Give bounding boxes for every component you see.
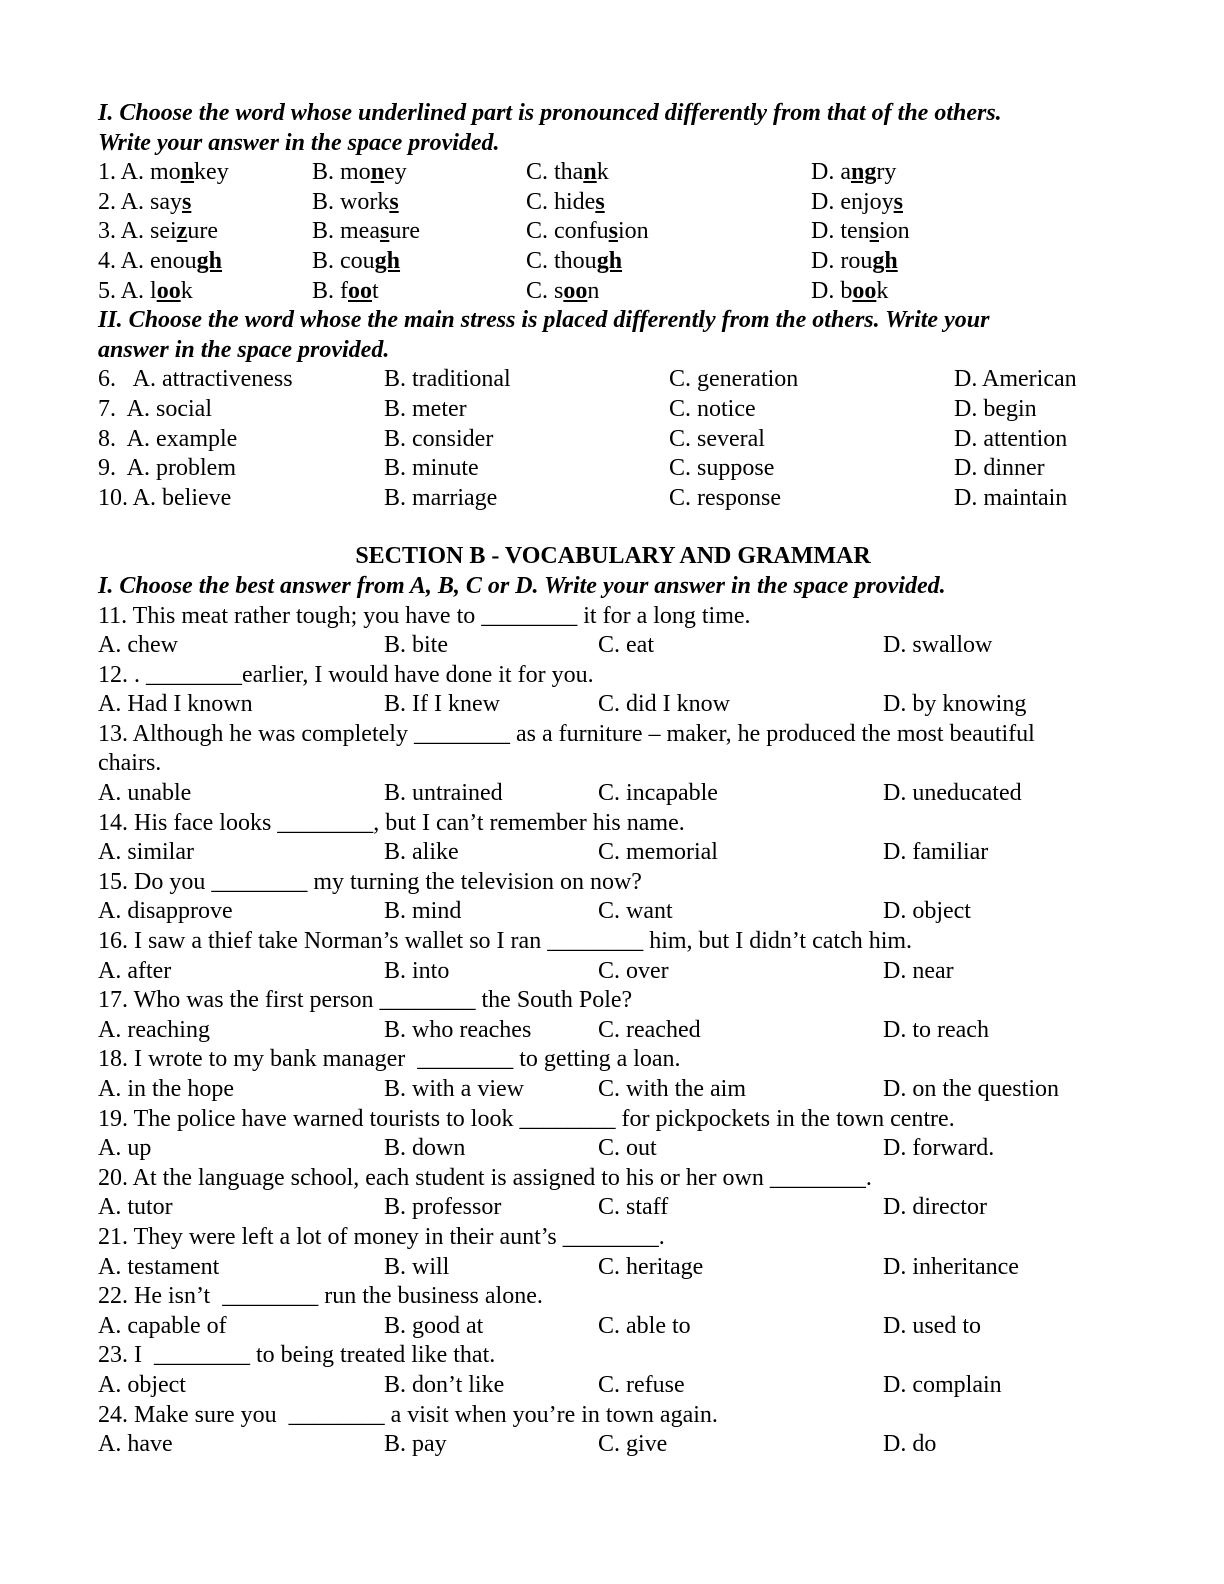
answer-option: B. alike <box>384 839 459 866</box>
section-b-title: SECTION B - VOCABULARY AND GRAMMAR <box>355 543 871 570</box>
underlined-part: s <box>389 188 399 215</box>
option-text-start: D. a <box>811 159 851 186</box>
answer-option: C. give <box>598 1431 668 1458</box>
answer-option: B. will <box>384 1253 450 1280</box>
answer-option: 8. A. example <box>98 425 238 452</box>
option-text-start: 3. A. sei <box>98 218 177 245</box>
answer-option <box>98 217 218 247</box>
underlined-part: gh <box>872 247 898 274</box>
stress-row <box>98 484 1128 514</box>
question-text: 22. He isn’t ________ run the business alone. <box>98 1283 543 1310</box>
answer-option: C. several <box>669 425 765 452</box>
underlined-part: n <box>370 159 385 186</box>
answer-option <box>811 217 910 247</box>
option-text-start: D. ten <box>811 218 870 245</box>
underlined-part: n <box>180 159 195 186</box>
answer-option: B. pay <box>384 1431 447 1458</box>
answer-option: 9. A. problem <box>98 455 236 482</box>
answer-option: A. in the hope <box>98 1076 234 1102</box>
answer-options-row <box>98 1253 1128 1283</box>
answer-option: B. mind <box>384 898 462 925</box>
answer-options-row <box>98 631 1128 661</box>
option-text-end: ey <box>384 159 407 186</box>
underlined-part: ng <box>850 159 877 186</box>
option-text-start: 1. A. mo <box>98 159 181 186</box>
answer-options-row <box>98 1312 1128 1342</box>
option-text-start: 5. A. l <box>98 277 157 304</box>
answer-option: D. maintain <box>954 484 1068 511</box>
worksheet <box>98 99 1128 1460</box>
answer-options-row <box>98 1016 1128 1046</box>
answer-option: C. eat <box>598 632 654 659</box>
option-text-end: key <box>194 159 229 186</box>
answer-option: C. incapable <box>598 780 718 807</box>
pronunciation-row <box>98 217 1128 247</box>
answer-options-row <box>98 838 1128 868</box>
answer-option: A. chew <box>98 632 178 659</box>
answer-option: A. unable <box>98 780 192 807</box>
stress-row <box>98 425 1128 455</box>
option-text-start: D. enjoy <box>811 188 894 215</box>
option-text-end: k <box>180 277 193 304</box>
answer-option: B. meter <box>384 395 467 422</box>
answer-option: C. suppose <box>669 455 775 482</box>
option-text-start: C. tha <box>526 159 584 186</box>
answer-option <box>312 158 407 188</box>
question-text: 23. I ________ to being treated like that. <box>98 1342 496 1369</box>
answer-option: A. testament <box>98 1253 220 1280</box>
answer-option: A. have <box>98 1431 173 1458</box>
answer-option: B. untrained <box>384 780 503 807</box>
answer-options-row <box>98 1075 1128 1105</box>
option-text-start: C. s <box>526 277 564 304</box>
option-text-end: ure <box>187 218 218 245</box>
answer-option: C. reached <box>598 1016 701 1043</box>
pronunciation-row <box>98 247 1128 277</box>
question-text: 15. Do you ________ my turning the television on now? <box>98 868 642 895</box>
option-text-end: ure <box>389 218 420 245</box>
answer-option: D. begin <box>954 395 1037 422</box>
question-text: 21. They were left a lot of money in their aunt’s ________. <box>98 1223 665 1250</box>
answer-option: D. uneducated <box>883 780 1022 807</box>
answer-option: D. attention <box>954 425 1068 452</box>
underlined-part: oo <box>348 277 372 304</box>
answer-option: D. by knowing <box>883 691 1027 718</box>
option-text-start: D. rou <box>811 247 873 274</box>
question-text: 16. I saw a thief take Norman’s wallet so I ran ________ him, but I didn’t catch him. <box>98 928 913 955</box>
answer-option: D. familiar <box>883 839 989 866</box>
answer-option: D. director <box>883 1194 987 1221</box>
option-text-start: B. mo <box>312 159 371 186</box>
underlined-part: z <box>176 218 188 245</box>
question-text: 17. Who was the first person ________ the South Pole? <box>98 987 633 1014</box>
answer-option: C. want <box>598 898 673 925</box>
stress-row <box>98 454 1128 484</box>
answer-option: A. reaching <box>98 1016 210 1043</box>
option-text-start: B. mea <box>312 218 380 245</box>
underlined-part: s <box>869 218 879 245</box>
pronunciation-row <box>98 158 1128 188</box>
underlined-part: oo <box>563 277 588 304</box>
answer-options-row <box>98 779 1128 809</box>
answer-option <box>312 188 399 218</box>
instruction-vocabulary: I. Choose the best answer from A, B, C or D. Write your answer in the space provided. <box>98 572 946 599</box>
underlined-part: n <box>583 159 597 186</box>
option-text-end: ion <box>879 218 910 245</box>
answer-option: C. memorial <box>598 839 718 866</box>
question-text: 11. This meat rather tough; you have to ________ it for a long time. <box>98 602 751 629</box>
answer-option: D. swallow <box>883 632 993 659</box>
option-text-end: k <box>876 277 889 304</box>
answer-option <box>526 247 622 277</box>
stress-questions <box>98 365 1128 513</box>
underlined-part: gh <box>374 247 401 274</box>
answer-option: D. inheritance <box>883 1253 1019 1280</box>
underlined-part: s <box>608 218 618 245</box>
answer-option: D. used to <box>883 1312 981 1339</box>
answer-option: B. bite <box>384 632 448 659</box>
underlined-part: s <box>379 218 390 245</box>
answer-options-row <box>98 957 1128 987</box>
option-text-end: n <box>587 277 600 304</box>
answer-option: A. after <box>98 957 172 984</box>
answer-option: D. do <box>883 1431 937 1458</box>
answer-option: D. to reach <box>883 1016 989 1043</box>
answer-option: B. marriage <box>384 484 498 511</box>
question-text: 20. At the language school, each student is assigned to his or her own ________. <box>98 1164 872 1191</box>
answer-option: D. complain <box>883 1371 1002 1398</box>
option-text-start: B. cou <box>312 247 375 274</box>
option-text-start: B. f <box>312 277 348 304</box>
answer-option: B. good at <box>384 1312 484 1339</box>
question-text: 13. Although he was completely ________ as a furniture – maker, he produced the most beautiful <box>98 720 1035 747</box>
instruction-pronunciation: I. Choose the word whose underlined part is pronounced differently from that of the others. <box>98 100 1002 126</box>
answer-options-row <box>98 1134 1128 1164</box>
answer-option <box>98 188 191 218</box>
pronunciation-row <box>98 277 1128 307</box>
option-text-end: k <box>596 159 609 186</box>
underlined-part: s <box>182 188 192 215</box>
answer-option <box>98 158 229 188</box>
answer-option: A. disapprove <box>98 898 233 925</box>
option-text-start: B. work <box>312 188 390 215</box>
answer-option: A. up <box>98 1135 152 1162</box>
answer-option: B. with a view <box>384 1076 524 1102</box>
answer-option: C. generation <box>669 366 799 393</box>
underlined-part: s <box>595 188 605 215</box>
answer-option: B. into <box>384 957 450 984</box>
answer-option: C. response <box>669 484 781 511</box>
question-text: 19. The police have warned tourists to look ________ for pickpockets in the town centre. <box>98 1105 955 1132</box>
answer-option: C. staff <box>598 1194 669 1221</box>
underlined-part: s <box>893 188 903 215</box>
answer-option: C. heritage <box>598 1253 704 1280</box>
answer-option <box>312 277 379 307</box>
answer-option <box>526 158 609 188</box>
underlined-part: oo <box>156 277 181 304</box>
underlined-part: oo <box>852 277 877 304</box>
answer-option: C. over <box>598 957 669 984</box>
answer-option: D. object <box>883 898 971 925</box>
answer-option: 6. A. attractiveness <box>98 366 293 393</box>
answer-option: C. notice <box>669 395 756 422</box>
instruction-pronunciation-cont: Write your answer in the space provided. <box>98 129 500 156</box>
option-text-end: t <box>372 277 379 304</box>
answer-option <box>98 277 193 307</box>
answer-option: C. did I know <box>598 691 730 718</box>
answer-option: D. dinner <box>954 455 1045 482</box>
answer-option: C. able to <box>598 1312 691 1339</box>
answer-option <box>811 188 903 218</box>
answer-option: A. Had I known <box>98 691 253 718</box>
question-text: 12. . ________earlier, I would have done it for you. <box>98 661 594 688</box>
question-text: chairs. <box>98 750 162 777</box>
answer-option: B. If I knew <box>384 691 500 718</box>
option-text-start: 4. A. enou <box>98 247 197 274</box>
answer-option <box>526 188 605 218</box>
answer-option: B. traditional <box>384 366 511 393</box>
underlined-part: gh <box>196 247 223 274</box>
answer-option <box>98 247 222 277</box>
option-text-start: C. confu <box>526 218 609 245</box>
answer-options-row <box>98 1371 1128 1401</box>
answer-option: B. minute <box>384 455 479 482</box>
answer-option: A. object <box>98 1371 186 1398</box>
answer-option: B. consider <box>384 425 494 452</box>
answer-option: D. American <box>954 366 1077 393</box>
answer-option: A. capable of <box>98 1312 227 1339</box>
answer-option: B. down <box>384 1135 466 1162</box>
option-text-start: 2. A. say <box>98 188 182 215</box>
answer-option: A. similar <box>98 839 194 866</box>
vocabulary-questions <box>98 602 1128 1460</box>
answer-option: 10. A. believe <box>98 484 232 511</box>
option-text-start: C. thou <box>526 247 597 274</box>
answer-option <box>811 277 888 307</box>
answer-option <box>312 217 420 247</box>
answer-options-row <box>98 1193 1128 1223</box>
answer-option: C. out <box>598 1135 657 1162</box>
answer-option <box>811 247 898 277</box>
answer-options-row <box>98 690 1128 720</box>
underlined-part: gh <box>596 247 623 274</box>
answer-option: D. forward. <box>883 1135 995 1162</box>
answer-option <box>526 277 599 307</box>
question-text: 18. I wrote to my bank manager ________ to getting a loan. <box>98 1046 681 1073</box>
answer-option: C. refuse <box>598 1371 685 1398</box>
answer-option <box>312 247 400 277</box>
option-text-start: D. b <box>811 277 853 304</box>
pronunciation-row <box>98 188 1128 218</box>
answer-option: B. don’t like <box>384 1371 505 1398</box>
answer-option: B. who reaches <box>384 1016 532 1043</box>
answer-option: D. near <box>883 957 954 984</box>
question-text: 24. Make sure you ________ a visit when you’re in town again. <box>98 1401 718 1428</box>
instruction-stress: II. Choose the word whose the main stress is placed differently from the others. Write your <box>98 307 990 334</box>
option-text-end: ion <box>618 218 649 245</box>
answer-option <box>526 217 649 247</box>
answer-option: B. professor <box>384 1194 502 1221</box>
answer-option: D. on the question <box>883 1076 1059 1102</box>
pronunciation-questions <box>98 158 1128 306</box>
answer-option: A. tutor <box>98 1194 173 1221</box>
option-text-end: ry <box>876 159 897 186</box>
instruction-stress-cont: answer in the space provided. <box>98 336 390 363</box>
answer-options-row <box>98 1430 1128 1460</box>
spacer <box>98 513 1128 542</box>
answer-option: C. with the aim <box>598 1076 746 1102</box>
question-text: 14. His face looks ________, but I can’t remember his name. <box>98 809 685 836</box>
answer-options-row <box>98 897 1128 927</box>
stress-row <box>98 395 1128 425</box>
stress-row <box>98 365 1128 395</box>
answer-option: 7. A. social <box>98 395 212 422</box>
answer-option <box>811 158 896 188</box>
option-text-start: C. hide <box>526 188 596 215</box>
